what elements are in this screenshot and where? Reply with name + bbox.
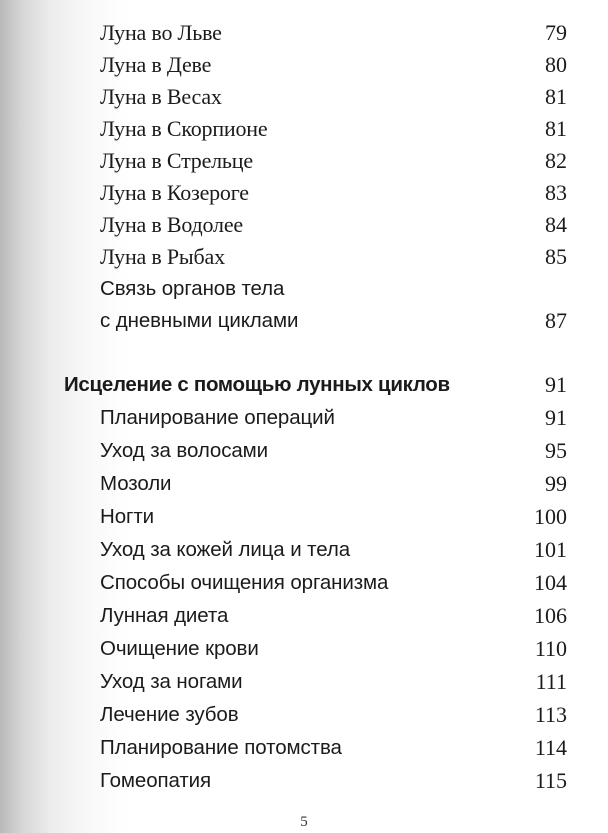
toc-entry-title: Планирование потомства — [100, 736, 342, 759]
toc-entry-title: Луна в Деве — [100, 52, 212, 77]
toc-entry-multiline-continued — [0, 305, 608, 337]
toc-entry — [0, 177, 608, 209]
toc-entry-page: 80 — [545, 52, 567, 77]
toc-entry-title: Гомеопатия — [100, 769, 212, 792]
toc-entry-page: 101 — [534, 537, 567, 562]
toc-entry-page: 84 — [545, 212, 567, 237]
toc-entry-page: 91 — [545, 372, 567, 397]
toc-entry-title: Планирование операций — [100, 406, 335, 429]
toc-entry-page: 114 — [534, 735, 567, 760]
toc-entry — [0, 665, 608, 698]
toc-entry-title: Лунная диета — [100, 604, 229, 627]
toc-entry-page: 91 — [545, 405, 567, 430]
toc-entry-title: Лечение зубов — [100, 703, 239, 726]
toc-entry — [0, 566, 608, 599]
toc-entry — [0, 533, 608, 566]
toc-entry-page: 100 — [534, 504, 567, 529]
toc-entry-page: 113 — [534, 702, 567, 727]
toc-entry — [0, 467, 608, 500]
toc-entry-title: Мозоли — [100, 472, 172, 495]
toc-entry — [0, 81, 608, 113]
toc-entry-page: 79 — [545, 20, 567, 45]
toc-entry-page: 110 — [534, 636, 567, 661]
toc-entry-page: 81 — [545, 116, 567, 141]
toc-entry — [0, 17, 608, 49]
toc-entry — [0, 599, 608, 632]
toc-entry-title: Способы очищения организма — [100, 571, 389, 594]
toc-entry — [0, 698, 608, 731]
toc-entry — [0, 731, 608, 764]
toc-entry-title: Уход за ногами — [100, 670, 243, 693]
toc-entry-title: Луна в Водолее — [100, 212, 243, 237]
toc-entry-page: 106 — [534, 603, 567, 628]
toc-entry-title: Луна в Весах — [100, 84, 222, 109]
toc-entry-page: 81 — [545, 84, 567, 109]
toc-entry-page: 115 — [534, 768, 567, 793]
toc-entry — [0, 49, 608, 81]
toc-entry-page: 85 — [545, 244, 567, 269]
toc-entry — [0, 401, 608, 434]
toc-entry-title-line2: с дневными циклами — [100, 309, 299, 332]
toc-entry-page: 104 — [534, 570, 567, 595]
toc-entry — [0, 500, 608, 533]
toc-entry-title-line1: Связь органов тела — [100, 277, 285, 300]
toc-entry — [0, 241, 608, 273]
toc-entry-title: Луна в Стрельце — [100, 148, 253, 173]
toc-entry — [0, 145, 608, 177]
section-heading-title: Исцеление с помощью лунных циклов — [64, 373, 450, 396]
toc-entry-title: Луна во Льве — [100, 20, 222, 45]
toc-entry-page: 83 — [545, 180, 567, 205]
toc-entry — [0, 434, 608, 467]
toc-entry-title: Уход за кожей лица и тела — [100, 538, 350, 561]
toc-entry-page: 82 — [545, 148, 567, 173]
toc-entry-title: Очищение крови — [100, 637, 259, 660]
toc-entry-title: Ногти — [100, 505, 155, 528]
toc-entry — [0, 113, 608, 145]
page-number: 5 — [300, 814, 308, 830]
toc-entry — [0, 764, 608, 797]
toc-entry-title: Луна в Рыбах — [100, 244, 225, 269]
toc-entry-page: 111 — [535, 669, 567, 694]
toc-entry-page: 99 — [545, 471, 567, 496]
toc-entry-multiline — [0, 273, 608, 305]
toc-entry — [0, 209, 608, 241]
toc-entry-page: 87 — [545, 308, 567, 333]
toc-entry-title: Уход за волосами — [100, 439, 269, 462]
toc-entry-title: Луна в Козероге — [100, 180, 249, 205]
section-spacer — [0, 337, 608, 369]
toc-entry-page: 95 — [545, 438, 567, 463]
toc-entry-title: Луна в Скорпионе — [100, 116, 268, 141]
table-of-contents — [0, 17, 608, 797]
toc-section-heading — [0, 369, 608, 401]
toc-entry — [0, 632, 608, 665]
